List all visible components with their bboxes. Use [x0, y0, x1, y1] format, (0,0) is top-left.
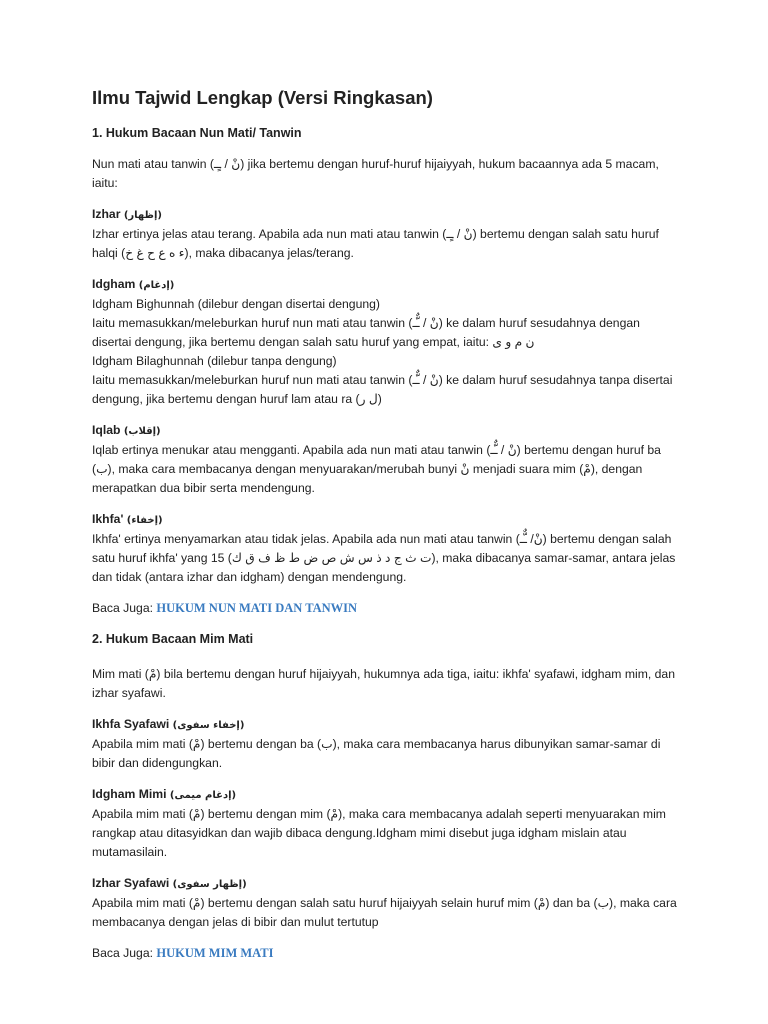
- ikhfa-syafawi-section: [92, 715, 682, 773]
- iqlab-title: Iqlab: [92, 423, 121, 437]
- iqlab-heading: [92, 421, 682, 441]
- idgham-heading: [92, 275, 682, 295]
- iqlab-text: Iqlab ertinya menukar atau mengganti. Apabila ada nun mati atau tanwin (نْ / ـٌّـ) bertemu dengan huruf ba (ب), maka cara membacanya dengan menyuarakan/merubah bunyi نْ menjadi suara mim (مْ), dengan merapatkan dua bibir serta mendengung.: [92, 443, 661, 495]
- izhar-syafawi-heading: [92, 874, 682, 894]
- idgham-mimi-arabic: (إدغام ميمى): [169, 790, 237, 801]
- ikhfa-title: Ikhfa': [92, 512, 124, 526]
- izhar-heading: [92, 205, 682, 225]
- baca-juga-label: Baca Juga:: [92, 601, 153, 615]
- idgham-mimi-heading: [92, 785, 682, 805]
- document-page: [92, 86, 682, 975]
- baca-juga-1: [92, 599, 682, 618]
- ikhfa-text: Ikhfa' ertinya menyamarkan atau tidak jelas. Apabila ada nun mati atau tanwin (نْ/ ـٌّـ) bertemu dengan salah satu huruf ikhfa' yang 15 (ت ث ج د ذ س ش ص ض ط ظ ف ق ك), maka dibacanya samar-samar, antara jelas dan tidak (antara izhar dan idgham) dengan mendengung.: [92, 532, 676, 584]
- idgham-mimi-section: [92, 785, 682, 862]
- ikhfa-arabic: (إخفاء): [126, 515, 163, 526]
- iqlab-arabic: (إقلاب): [123, 426, 161, 437]
- izhar-syafawi-text: Apabila mim mati (مْ) bertemu dengan salah satu huruf hijaiyyah selain huruf mim (مْ) dan ba (ب), maka cara membacanya dengan jelas di bibir dan mulut tertutup: [92, 896, 677, 929]
- idgham-text: Iaitu memasukkan/meleburkan huruf nun mati atau tanwin (نْ / ـٌّـ) ke dalam huruf sesudahnya tanpa disertai dengung, jika bertemu dengan huruf lam atau ra (ل ر): [92, 373, 673, 406]
- idgham-section: [92, 275, 682, 409]
- izhar-syafawi-arabic: (إظهار سفوى): [172, 879, 247, 890]
- izhar-title: Izhar: [92, 207, 121, 221]
- idgham-arabic: (إدغام): [138, 280, 175, 291]
- izhar-arabic: (إظهار): [123, 210, 162, 221]
- section2-intro: Mim mati (مْ) bila bertemu dengan huruf hijaiyyah, hukumnya ada tiga, iaitu: ikhfa' syafawi, idgham mim, dan izhar syafawi.: [92, 667, 675, 700]
- idgham-mimi-text: Apabila mim mati (مْ) bertemu dengan mim (مْ), maka cara membacanya adalah seperti menyuarakan mim rangkap atau ditasyidkan dan wajib dibaca dengung.Idgham mimi disebut juga idgham mislain atau mutamasilain.: [92, 807, 666, 859]
- ikhfa-heading: [92, 510, 682, 530]
- idgham-text: Idgham Bighunnah (dilebur dengan disertai dengung): [92, 297, 380, 311]
- idgham-text: Idgham Bilaghunnah (dilebur tanpa dengung): [92, 354, 337, 368]
- ikhfa-syafawi-text: Apabila mim mati (مْ) bertemu dengan ba (ب), maka cara membacanya harus dibunyikan samar-samar di bibir dan didengungkan.: [92, 737, 661, 770]
- baca-juga-2: [92, 944, 682, 963]
- ikhfa-syafawi-title: Ikhfa Syafawi: [92, 717, 170, 731]
- section2-heading: 2. Hukum Bacaan Mim Mati: [92, 632, 254, 646]
- izhar-syafawi-title: Izhar Syafawi: [92, 876, 170, 890]
- baca-juga-label: Baca Juga:: [92, 946, 153, 960]
- idgham-title: Idgham: [92, 277, 136, 291]
- izhar-syafawi-section: [92, 874, 682, 932]
- izhar-text: Izhar ertinya jelas atau terang. Apabila ada nun mati atau tanwin (نْ / ـٍـ) bertemu dengan salah satu huruf halqi (ء ه ع ح غ خ), maka dibacanya jelas/terang.: [92, 227, 659, 260]
- section1-intro: Nun mati atau tanwin (نْ / ـٍـ) jika bertemu dengan huruf-huruf hijaiyyah, hukum bacaannya ada 5 macam, iaitu:: [92, 157, 659, 190]
- idgham-text: Iaitu memasukkan/meleburkan huruf nun mati atau tanwin (نْ / ـٌّـ) ke dalam huruf sesudahnya dengan disertai dengung, jika bertemu dengan salah satu huruf yang empat, iaitu: ن م و ى: [92, 316, 640, 349]
- ikhfa-syafawi-heading: [92, 715, 682, 735]
- section1-heading: 1. Hukum Bacaan Nun Mati/ Tanwin: [92, 126, 302, 140]
- idgham-mimi-title: Idgham Mimi: [92, 787, 167, 801]
- iqlab-section: [92, 421, 682, 498]
- baca-juga-link-nun-mati[interactable]: HUKUM NUN MATI DAN TANWIN: [156, 601, 358, 615]
- baca-juga-link-mim-mati[interactable]: HUKUM MIM MATI: [156, 946, 274, 960]
- izhar-section: [92, 205, 682, 263]
- ikhfa-section: [92, 510, 682, 587]
- document-title: Ilmu Tajwid Lengkap (Versi Ringkasan): [92, 87, 433, 108]
- ikhfa-syafawi-arabic: (إخفاء سفوى): [172, 720, 245, 731]
